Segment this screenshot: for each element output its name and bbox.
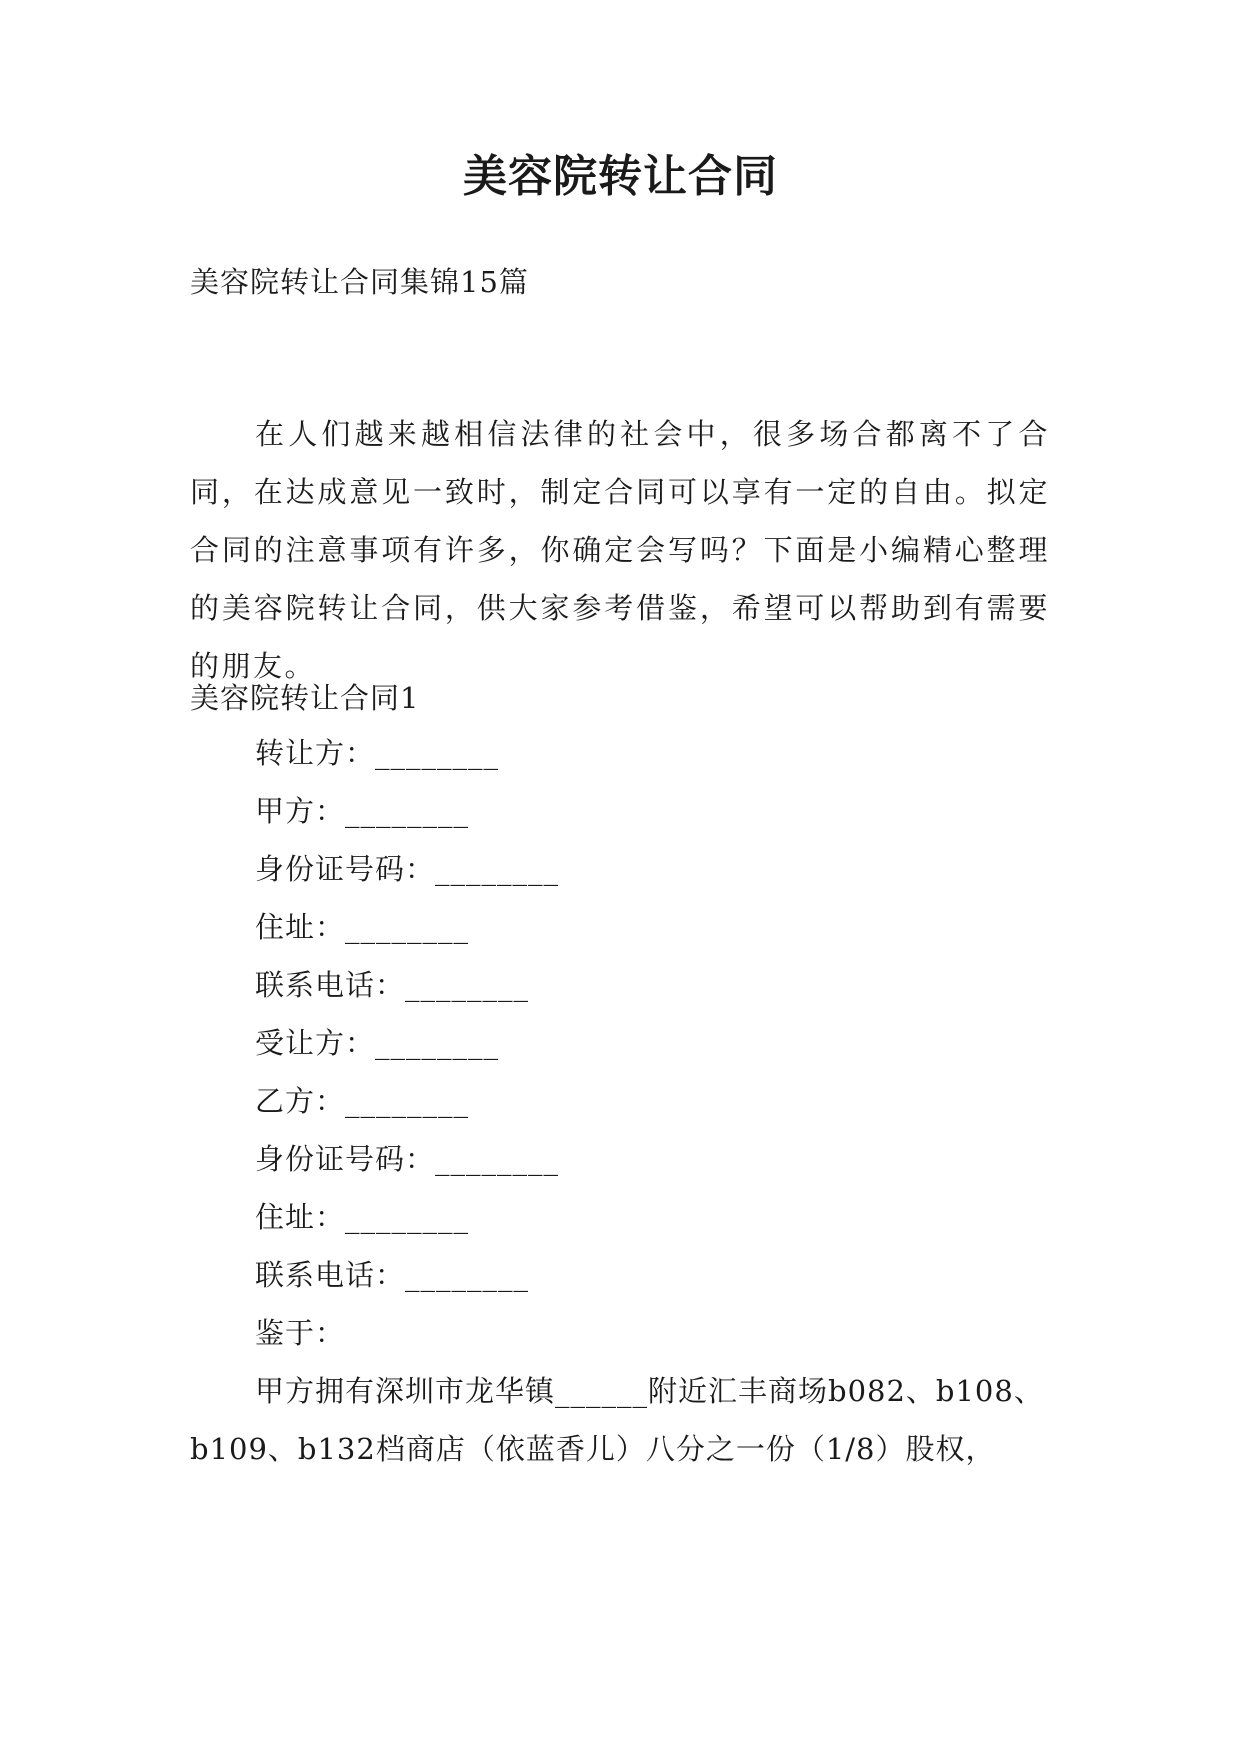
document-subtitle: 美容院转让合同集锦15篇 bbox=[190, 265, 529, 299]
party-b-field: 乙方：________ bbox=[255, 1084, 470, 1118]
party-a-id-field: 身份证号码：________ bbox=[255, 852, 560, 886]
body-line: 甲方拥有深圳市龙华镇______附近汇丰商场b082、b108、 bbox=[255, 1374, 1044, 1408]
intro-paragraph: 在人们越来越相信法律的社会中，很多场合都离不了合同，在达成意见一致时，制定合同可以享有一定的自由。拟定合同的注意事项有许多，你确定会写吗？下面是小编精心整理的美容院转让合同，供大家参考借鉴，希望可以帮助到有需要的朋友。 bbox=[190, 417, 1050, 683]
transferor-field: 转让方：________ bbox=[255, 736, 500, 770]
party-b-address-field: 住址：________ bbox=[255, 1200, 470, 1234]
body-line: b109、b132档商店（依蓝香儿）八分之一份（1/8）股权， bbox=[190, 1432, 996, 1466]
party-a-field: 甲方：________ bbox=[255, 794, 470, 828]
party-b-id-field: 身份证号码：________ bbox=[255, 1142, 560, 1176]
party-b-phone-field: 联系电话：________ bbox=[255, 1258, 530, 1292]
whereas-label: 鉴于： bbox=[255, 1316, 346, 1350]
party-a-address-field: 住址：________ bbox=[255, 910, 470, 944]
party-a-phone-field: 联系电话：________ bbox=[255, 968, 530, 1002]
document-title: 美容院转让合同 bbox=[463, 151, 778, 202]
section-heading: 美容院转让合同1 bbox=[190, 681, 420, 715]
transferee-field: 受让方：________ bbox=[255, 1026, 500, 1060]
